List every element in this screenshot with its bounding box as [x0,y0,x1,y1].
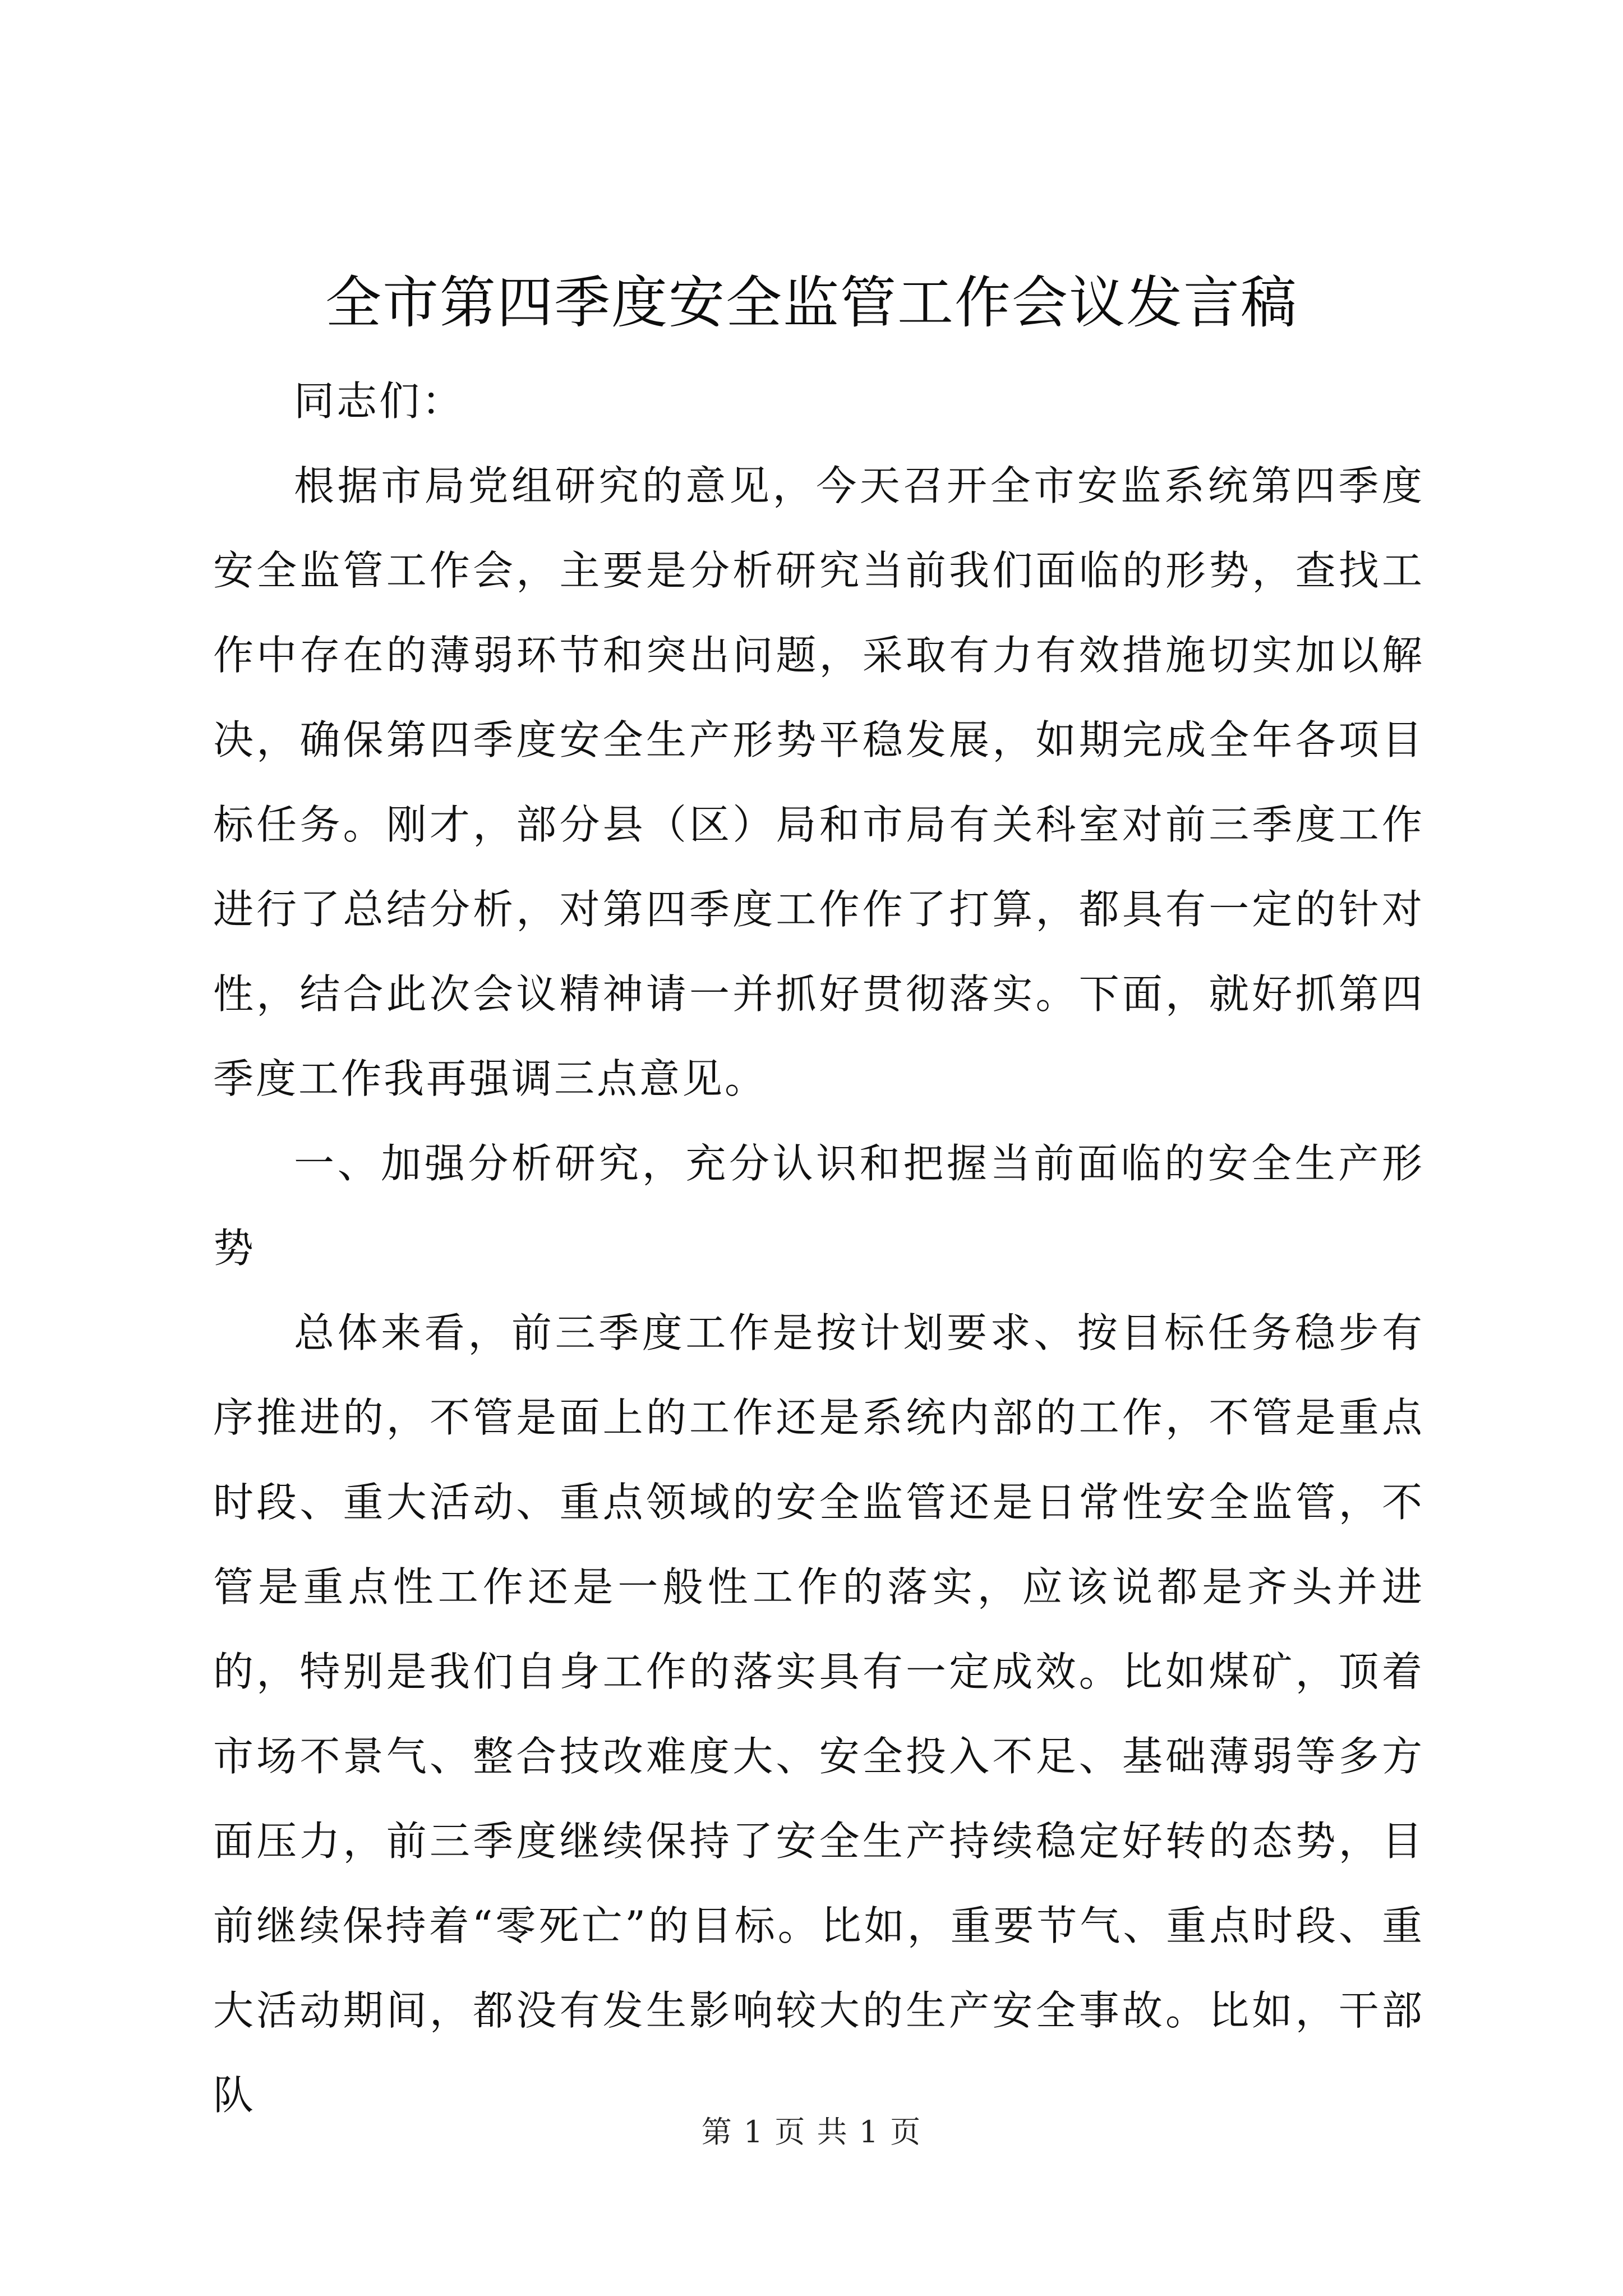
document-title: 全市第四季度安全监管工作会议发言稿 [325,270,1298,335]
paragraph-overview: 总体来看，前三季度工作是按计划要求、按目标任务稳步有序推进的，不管是面上的工作还是系统内部的工作，不管是重点时段、重大活动、重点领域的安全监管还是日常性安全监管，不管是重点性工作还是一般性工作的落实，应该说都是齐头并进的，特别是我们自身工作的落实具有一定成效。比如煤矿，顶着市场不景气、整合技改难度大、安全投入不足、基础薄弱等多方面压力，前三季度继续保持了安全生产持续稳定好转的态势，目前继续保持着“零死亡”的目标。比如，重要节气、重点时段、重大活动期间，都没有发生影响较大的生产安全事故。比如，干部队 [213,1309,1424,2119]
document-body [213,359,1424,2138]
salutation: 同志们： [294,378,465,425]
paragraph-intro: 根据市局党组研究的意见，今天召开全市安监系统第四季度安全监管工作会，主要是分析研究当前我们面临的形势，查找工作中存在的薄弱环节和突出问题，采取有力有效措施切实加以解决，确保第四季度安全生产形势平稳发展，如期完成全年各项目标任务。刚才，部分县（区）局和市局有关科室对前三季度工作进行了总结分析，对第四季度工作作了打算，都具有一定的针对性，结合此次会议精神请一并抓好贯彻落实。下面，就好抓第四季度工作我再强调三点意见。 [213,462,1424,1102]
page-number-footer: 第 1 页 共 1 页 [701,2114,922,2150]
section-heading-1: 一、加强分析研究，充分认识和把握当前面临的安全生产形势 [213,1140,1424,1272]
